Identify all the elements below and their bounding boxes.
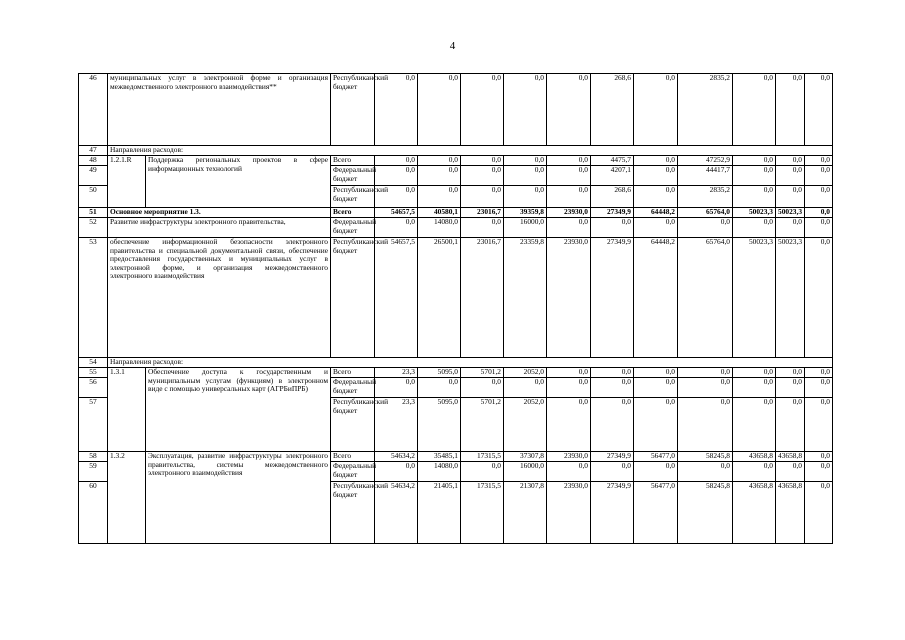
value-cell: 17315,5 (461, 452, 504, 462)
value-cell: 56477,0 (634, 482, 678, 544)
value-cell: 0,0 (678, 368, 733, 378)
value-cell: 0,0 (461, 462, 504, 482)
value-cell: 0,0 (733, 462, 776, 482)
value-cell: 0,0 (776, 398, 805, 452)
value-cell: 2052,0 (504, 368, 547, 378)
value-cell: 0,0 (776, 156, 805, 166)
row-number: 47 (79, 146, 108, 156)
value-cell: 14080,0 (418, 462, 461, 482)
value-cell: 23016,7 (461, 238, 504, 358)
value-cell: 54634,2 (375, 482, 418, 544)
value-cell: 0,0 (375, 74, 418, 146)
value-cell: 0,0 (733, 378, 776, 398)
table-row (79, 146, 833, 156)
value-cell: 40580,1 (418, 208, 461, 218)
value-cell: 21307,8 (504, 482, 547, 544)
value-cell: 0,0 (805, 166, 833, 186)
row-description: Эксплуатация, развитие инфраструктуры электронного правительства, системы межведомственного электронного взаимодействия (146, 452, 331, 544)
value-cell: 0,0 (805, 186, 833, 208)
value-cell: 47252,9 (678, 156, 733, 166)
row-number: 48 (79, 156, 108, 166)
value-cell: 0,0 (504, 166, 547, 186)
table-row (79, 156, 833, 166)
value-cell: 0,0 (461, 186, 504, 208)
value-cell: 0,0 (634, 462, 678, 482)
value-cell: 0,0 (591, 398, 634, 452)
funding-source: Республиканский бюджет (331, 238, 375, 358)
value-cell: 23930,0 (547, 208, 591, 218)
value-cell: 0,0 (733, 156, 776, 166)
value-cell: 58245,8 (678, 452, 733, 462)
value-cell: 0,0 (634, 186, 678, 208)
value-cell: 0,0 (805, 452, 833, 462)
value-cell: 43658,8 (733, 482, 776, 544)
value-cell: 0,0 (733, 368, 776, 378)
value-cell: 26500,1 (418, 238, 461, 358)
value-cell: 16000,0 (504, 462, 547, 482)
value-cell: 0,0 (805, 218, 833, 238)
value-cell: 35485,1 (418, 452, 461, 462)
item-code: 1.2.1.R (108, 156, 146, 208)
row-number: 50 (79, 186, 108, 208)
value-cell: 0,0 (461, 156, 504, 166)
item-code: 1.3.1 (108, 368, 146, 452)
value-cell: 50023,3 (733, 238, 776, 358)
funding-source: Республиканский бюджет (331, 398, 375, 452)
value-cell: 268,6 (591, 186, 634, 208)
row-number: 56 (79, 378, 108, 398)
value-cell: 0,0 (776, 74, 805, 146)
value-cell: 0,0 (547, 398, 591, 452)
value-cell: 0,0 (776, 462, 805, 482)
value-cell: 2052,0 (504, 398, 547, 452)
value-cell: 50023,3 (776, 238, 805, 358)
funding-source: Федеральный бюджет (331, 462, 375, 482)
page-number: 4 (449, 40, 456, 52)
value-cell: 50023,3 (733, 208, 776, 218)
funding-source: Республиканский бюджет (331, 482, 375, 544)
value-cell: 2835,2 (678, 186, 733, 208)
value-cell: 0,0 (805, 462, 833, 482)
value-cell: 0,0 (418, 156, 461, 166)
row-description: Основное мероприятие 1.3. (108, 208, 331, 218)
funding-source: Всего (331, 368, 375, 378)
value-cell: 0,0 (805, 238, 833, 358)
funding-source: Федеральный бюджет (331, 166, 375, 186)
value-cell: 0,0 (461, 166, 504, 186)
value-cell: 0,0 (375, 378, 418, 398)
value-cell: 27349,9 (591, 452, 634, 462)
value-cell: 16000,0 (504, 218, 547, 238)
value-cell: 0,0 (375, 218, 418, 238)
value-cell: 0,0 (591, 368, 634, 378)
value-cell: 2835,2 (678, 74, 733, 146)
value-cell: 0,0 (547, 218, 591, 238)
value-cell: 56477,0 (634, 452, 678, 462)
value-cell: 0,0 (591, 218, 634, 238)
value-cell: 0,0 (634, 218, 678, 238)
value-cell: 0,0 (375, 462, 418, 482)
funding-source: Всего (331, 452, 375, 462)
value-cell: 64448,2 (634, 238, 678, 358)
value-cell: 0,0 (418, 186, 461, 208)
value-cell: 5701,2 (461, 398, 504, 452)
row-number: 55 (79, 368, 108, 378)
value-cell: 0,0 (634, 74, 678, 146)
value-cell: 43658,8 (776, 482, 805, 544)
value-cell: 0,0 (547, 368, 591, 378)
funding-source: Республиканский бюджет (331, 74, 375, 146)
funding-source: Всего (331, 208, 375, 218)
value-cell: 0,0 (805, 482, 833, 544)
table-row (79, 74, 833, 146)
value-cell: 0,0 (375, 156, 418, 166)
value-cell: 37307,8 (504, 452, 547, 462)
funding-source: Федеральный бюджет (331, 218, 375, 238)
row-number: 52 (79, 218, 108, 238)
value-cell: 21405,1 (418, 482, 461, 544)
value-cell: 0,0 (733, 218, 776, 238)
value-cell: 65764,0 (678, 208, 733, 218)
row-description: Обеспечение доступа к государственным и муниципальным услугам (функциям) в электронном виде с помощью универсальных карт (АГРБиПРБ) (146, 368, 331, 452)
value-cell: 0,0 (547, 74, 591, 146)
value-cell: 0,0 (733, 166, 776, 186)
value-cell: 0,0 (375, 186, 418, 208)
value-cell: 0,0 (805, 208, 833, 218)
table-row (79, 368, 833, 378)
row-number: 57 (79, 398, 108, 452)
value-cell: 23,3 (375, 398, 418, 452)
row-description: Поддержка региональных проектов в сфере информационных технологий (146, 156, 331, 208)
value-cell: 0,0 (547, 378, 591, 398)
value-cell: 0,0 (634, 378, 678, 398)
value-cell: 0,0 (504, 378, 547, 398)
row-description: обеспечение информационной безопасности электронного правительства и специальной документальной связи, обеспечение предоставления государственных и муниципальных услуг в электронной форме, и организация межведомственного электронного взаимодействия (108, 238, 331, 358)
value-cell: 0,0 (776, 368, 805, 378)
value-cell: 0,0 (776, 218, 805, 238)
value-cell: 43658,8 (776, 452, 805, 462)
value-cell: 64448,2 (634, 208, 678, 218)
value-cell: 0,0 (733, 186, 776, 208)
value-cell: 44417,7 (678, 166, 733, 186)
row-description: муниципальных услуг в электронной форме и организация межведомственного электронного взаимодействия** (108, 74, 331, 146)
value-cell: 27349,9 (591, 482, 634, 544)
value-cell: 54634,2 (375, 452, 418, 462)
value-cell: 0,0 (418, 166, 461, 186)
value-cell: 0,0 (805, 74, 833, 146)
value-cell: 0,0 (805, 378, 833, 398)
value-cell: 54657,5 (375, 208, 418, 218)
value-cell: 0,0 (504, 156, 547, 166)
value-cell: 0,0 (547, 186, 591, 208)
value-cell: 0,0 (776, 166, 805, 186)
value-cell: 0,0 (547, 462, 591, 482)
funding-source: Республиканский бюджет (331, 186, 375, 208)
row-number: 46 (79, 74, 108, 146)
value-cell: 4475,7 (591, 156, 634, 166)
value-cell: 0,0 (547, 156, 591, 166)
value-cell: 0,0 (678, 462, 733, 482)
value-cell: 0,0 (418, 74, 461, 146)
value-cell: 0,0 (504, 74, 547, 146)
value-cell: 39359,8 (504, 208, 547, 218)
table-row (79, 218, 833, 238)
value-cell: 0,0 (805, 368, 833, 378)
funding-source: Федеральный бюджет (331, 378, 375, 398)
value-cell: 0,0 (776, 186, 805, 208)
row-number: 49 (79, 166, 108, 186)
row-number: 53 (79, 238, 108, 358)
value-cell: 0,0 (634, 368, 678, 378)
table-row (79, 238, 833, 358)
budget-table (78, 73, 833, 544)
value-cell: 0,0 (678, 378, 733, 398)
section-heading: Направления расходов: (108, 146, 833, 156)
value-cell: 5095,0 (418, 398, 461, 452)
value-cell: 0,0 (591, 378, 634, 398)
value-cell: 23930,0 (547, 452, 591, 462)
table-row (79, 452, 833, 462)
value-cell: 4207,1 (591, 166, 634, 186)
value-cell: 65764,0 (678, 238, 733, 358)
value-cell: 0,0 (805, 156, 833, 166)
value-cell: 0,0 (678, 398, 733, 452)
value-cell: 0,0 (733, 398, 776, 452)
value-cell: 0,0 (591, 462, 634, 482)
value-cell: 23359,8 (504, 238, 547, 358)
table-row (79, 208, 833, 218)
value-cell: 268,6 (591, 74, 634, 146)
value-cell: 0,0 (634, 166, 678, 186)
value-cell: 58245,8 (678, 482, 733, 544)
value-cell: 0,0 (776, 378, 805, 398)
value-cell: 0,0 (461, 218, 504, 238)
value-cell: 0,0 (733, 74, 776, 146)
value-cell: 0,0 (375, 166, 418, 186)
value-cell: 23930,0 (547, 238, 591, 358)
value-cell: 0,0 (634, 398, 678, 452)
value-cell: 54657,5 (375, 238, 418, 358)
value-cell: 0,0 (504, 186, 547, 208)
row-number: 51 (79, 208, 108, 218)
row-number: 58 (79, 452, 108, 462)
value-cell: 23930,0 (547, 482, 591, 544)
value-cell: 0,0 (418, 378, 461, 398)
row-description: Развитие инфраструктуры электронного правительства, (108, 218, 331, 238)
value-cell: 50023,3 (776, 208, 805, 218)
value-cell: 0,0 (634, 156, 678, 166)
value-cell: 14080,0 (418, 218, 461, 238)
row-number: 54 (79, 358, 108, 368)
section-heading: Направления расходов: (108, 358, 833, 368)
value-cell: 43658,8 (733, 452, 776, 462)
row-number: 59 (79, 462, 108, 482)
value-cell: 27349,9 (591, 208, 634, 218)
row-number: 60 (79, 482, 108, 544)
value-cell: 0,0 (678, 218, 733, 238)
value-cell: 0,0 (461, 74, 504, 146)
value-cell: 0,0 (461, 378, 504, 398)
table-row (79, 358, 833, 368)
value-cell: 27349,9 (591, 238, 634, 358)
funding-source: Всего (331, 156, 375, 166)
value-cell: 5095,0 (418, 368, 461, 378)
value-cell: 23016,7 (461, 208, 504, 218)
item-code: 1.3.2 (108, 452, 146, 544)
value-cell: 17315,5 (461, 482, 504, 544)
value-cell: 23,3 (375, 368, 418, 378)
value-cell: 5701,2 (461, 368, 504, 378)
value-cell: 0,0 (547, 166, 591, 186)
value-cell: 0,0 (805, 398, 833, 452)
